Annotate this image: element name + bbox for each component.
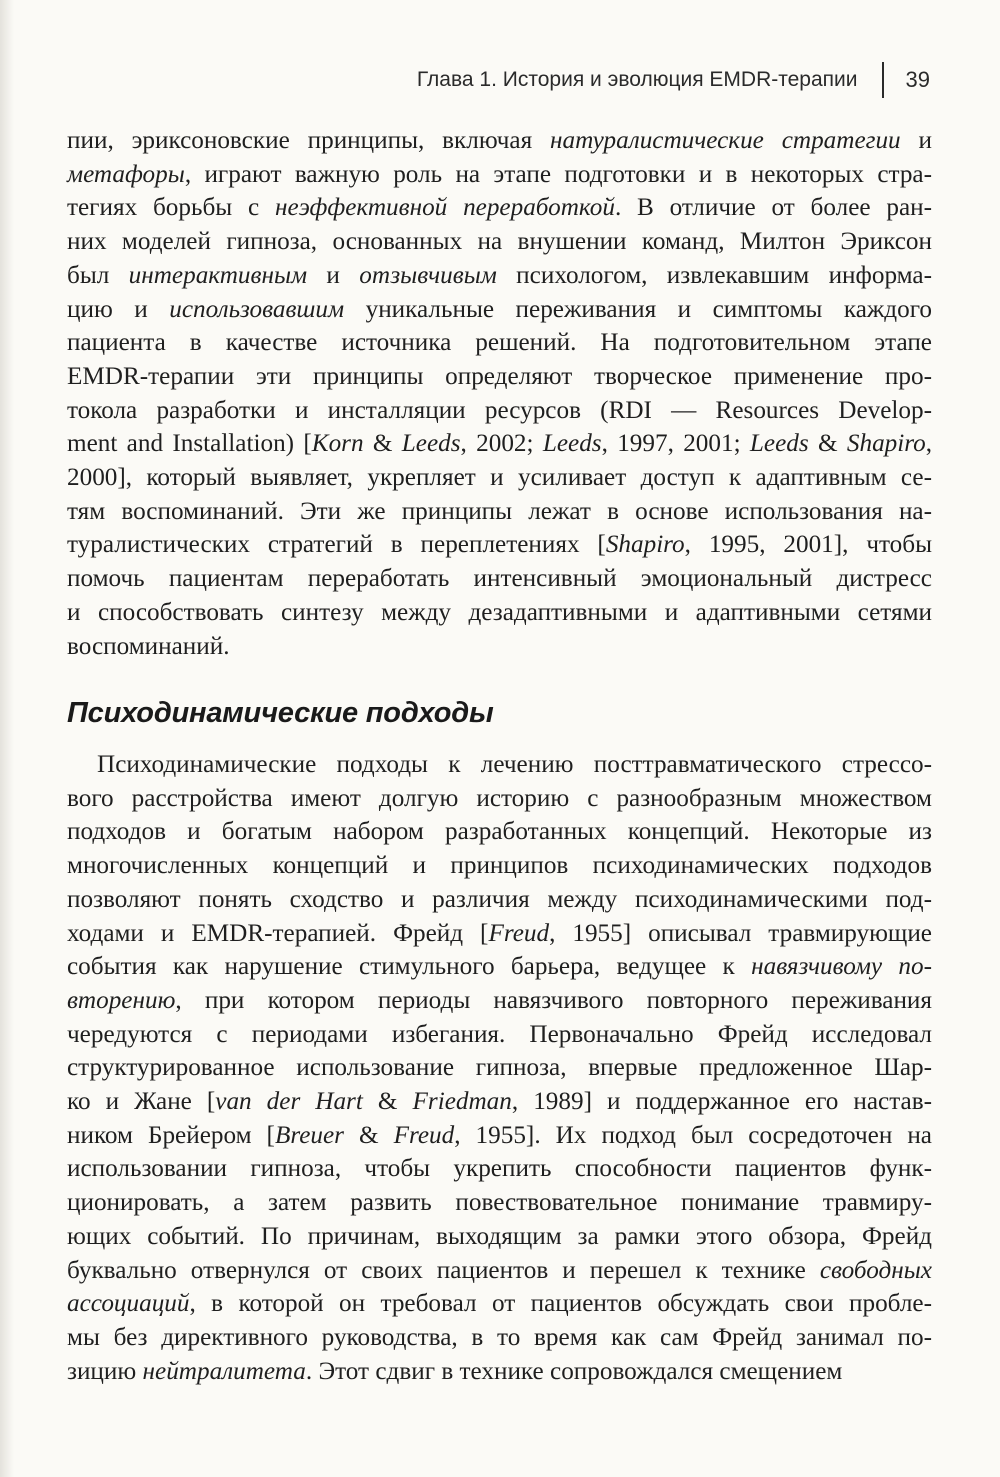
- text-run: , играют важную роль на этапе подготовки и в некоторых стра-: [184, 160, 932, 188]
- text-line: [67, 1254, 932, 1288]
- italic-term: Shapiro: [605, 531, 685, 559]
- text-run: психологом, извлекавшим информа-: [496, 261, 932, 289]
- text-run: , при котором периоды навязчивого повторного переживания: [175, 986, 932, 1014]
- italic-term: Breuer: [274, 1121, 344, 1149]
- text-run: позволяют понять сходство и различия между психодинамическими под-: [67, 885, 932, 913]
- text-run: вого расстройства имеют долгую историю с разнообразным множеством: [67, 784, 932, 812]
- text-line: [67, 259, 932, 293]
- text-run: тям воспоминаний. Эти же принципы лежат в основе использования на-: [67, 497, 932, 525]
- running-header: [417, 62, 930, 98]
- text-line: [67, 495, 932, 529]
- text-line: [67, 815, 932, 849]
- text-run: , 1955] описывал травмирующие: [549, 919, 932, 947]
- paragraph-psychodynamic: [67, 748, 932, 1388]
- text-run: , 2002;: [460, 430, 543, 458]
- italic-term: свободных: [819, 1256, 932, 1284]
- italic-term: навязчивому по-: [751, 953, 932, 981]
- text-line: [67, 1186, 932, 1220]
- text-run: &: [343, 1121, 394, 1149]
- text-run: и способствовать синтезу между дезадаптивными и адаптивными сетями: [67, 598, 932, 626]
- header-divider: [882, 62, 884, 98]
- text-run: . В отличие от более ран-: [614, 194, 932, 222]
- text-run: ющих событий. По причинам, выходящим за рамки этого обзора, Фрейд: [67, 1222, 932, 1250]
- section-heading: Психодинамические подходы: [67, 697, 494, 729]
- italic-term: Shapiro: [846, 430, 926, 458]
- text-run: &: [808, 430, 847, 458]
- text-run: , 1995, 2001], чтобы: [684, 531, 932, 559]
- text-run: пии, эриксоновские принципы, включая: [67, 127, 551, 154]
- text-line: [67, 782, 932, 816]
- text-run: события как нарушение стимульного барьера, ведущее к: [67, 953, 752, 981]
- italic-term: метафоры: [67, 160, 185, 188]
- text-run: &: [362, 1088, 413, 1116]
- text-line: [67, 461, 932, 495]
- text-run: , в которой он требовал от пациентов обсуждать свои пробле-: [189, 1290, 932, 1318]
- text-line: [67, 562, 932, 596]
- text-run: , 1997, 2001;: [601, 430, 750, 458]
- text-line: [67, 1355, 932, 1389]
- text-line: [67, 326, 932, 360]
- text-run: помочь пациентам переработать интенсивный эмоциональный дистресс: [67, 565, 932, 593]
- page-number: 39: [905, 67, 930, 92]
- text-run: . Этот сдвиг в технике сопровождался смещением: [305, 1357, 843, 1385]
- italic-term: Leeds: [401, 430, 461, 458]
- italic-term: отзывчивым: [359, 261, 497, 289]
- text-line: [67, 917, 932, 951]
- text-line: [67, 1321, 932, 1355]
- text-run: ником Брейером [: [67, 1121, 275, 1149]
- text-line: [67, 1119, 932, 1153]
- text-run: и: [307, 261, 360, 289]
- text-run: чередуются с периодами избегания. Первоначально Фрейд исследовал: [67, 1020, 932, 1048]
- chapter-title: Глава 1. История и эволюция EMDR-терапии: [416, 68, 858, 91]
- text-line: [67, 1152, 932, 1186]
- italic-term: Leeds: [542, 430, 602, 458]
- text-run: ходами и EMDR-терапией. Фрейд [: [67, 919, 489, 947]
- italic-term: ассоциаций: [67, 1290, 190, 1318]
- text-run: структурированное использование гипноза, впервые предложенное Шар-: [67, 1054, 932, 1082]
- text-line: [67, 528, 932, 562]
- text-run: , 1989] и поддержанное его настав-: [511, 1088, 933, 1116]
- text-line: [67, 293, 932, 327]
- binding-shadow: [0, 0, 14, 1477]
- text-line: [67, 360, 932, 394]
- text-run: мы без директивного руководства, в то время как сам Фрейд занимал по-: [67, 1323, 932, 1351]
- italic-term: Leeds: [749, 430, 809, 458]
- text-run: воспоминаний.: [67, 632, 230, 660]
- text-line: [67, 1018, 932, 1052]
- text-line: [67, 883, 932, 917]
- text-run: уникальные переживания и симптомы каждого: [344, 295, 932, 323]
- paragraph-ericksonian: [67, 124, 932, 663]
- text-run: подходов и богатым набором разработанных концепций. Некоторые из: [67, 818, 932, 846]
- text-line: [67, 158, 932, 192]
- italic-term: Freud: [393, 1121, 455, 1149]
- italic-term: нейтралитета: [142, 1357, 306, 1385]
- text-run: токола разработки и инсталляции ресурсов (RDI — Resources Develop-: [67, 396, 932, 424]
- text-line: [67, 630, 932, 664]
- text-run: , 1955]. Их подход был сосредоточен на: [454, 1121, 932, 1149]
- text-line: [67, 849, 932, 883]
- text-run: и: [900, 127, 932, 154]
- italic-term: Freud: [488, 919, 550, 947]
- text-run: &: [363, 430, 402, 458]
- italic-term: неэффективной переработкой: [275, 194, 615, 222]
- italic-term: Friedman: [412, 1088, 512, 1116]
- text-line: [67, 596, 932, 630]
- text-line: [67, 191, 932, 225]
- text-line: [67, 1287, 932, 1321]
- italic-term: van der Hart: [215, 1088, 363, 1116]
- text-run: тегиях борьбы с: [67, 194, 276, 222]
- text-line: [67, 225, 932, 259]
- text-run: зицию: [67, 1357, 143, 1385]
- text-line: [67, 427, 932, 461]
- text-run: туралистических стратегий в переплетениях [: [67, 531, 606, 559]
- text-run: них моделей гипноза, основанных на внушении команд, Милтон Эриксон: [67, 228, 932, 256]
- text-run: Психодинамические подходы к лечению посттравматического стрессо-: [97, 751, 932, 778]
- italic-term: натуралистические стратегии: [550, 127, 901, 154]
- text-line: [67, 1220, 932, 1254]
- text-line: [67, 950, 932, 984]
- text-run: буквально отвернулся от своих пациентов и перешел к технике: [67, 1256, 820, 1284]
- italic-term: вторению: [67, 986, 176, 1014]
- text-run: цию и: [67, 295, 170, 323]
- text-run: был: [67, 261, 129, 289]
- text-run: ment and Installation) [: [67, 430, 312, 458]
- text-run: ционировать, а затем развить повествовательное понимание травмиру-: [67, 1189, 932, 1217]
- text-run: EMDR-терапии эти принципы определяют творческое применение про-: [67, 362, 932, 390]
- italic-term: использовавшим: [169, 295, 345, 323]
- text-line: [67, 1085, 932, 1119]
- text-run: 2000], который выявляет, укрепляет и усиливает доступ к адаптивным се-: [67, 464, 932, 492]
- italic-term: интерактивным: [128, 261, 308, 289]
- text-line: [67, 984, 932, 1018]
- text-line: [67, 124, 932, 158]
- text-run: ко и Жане [: [67, 1088, 216, 1116]
- text-line: [67, 748, 932, 782]
- text-line: [67, 1051, 932, 1085]
- text-run: ,: [925, 430, 933, 458]
- text-run: использовании гипноза, чтобы укрепить способности пациентов функ-: [67, 1155, 932, 1183]
- text-line: [67, 394, 932, 428]
- italic-term: Korn: [311, 430, 364, 458]
- text-run: многочисленных концепций и принципов психодинамических подходов: [67, 852, 932, 880]
- text-run: пациента в качестве источника решений. На подготовительном этапе: [67, 329, 932, 357]
